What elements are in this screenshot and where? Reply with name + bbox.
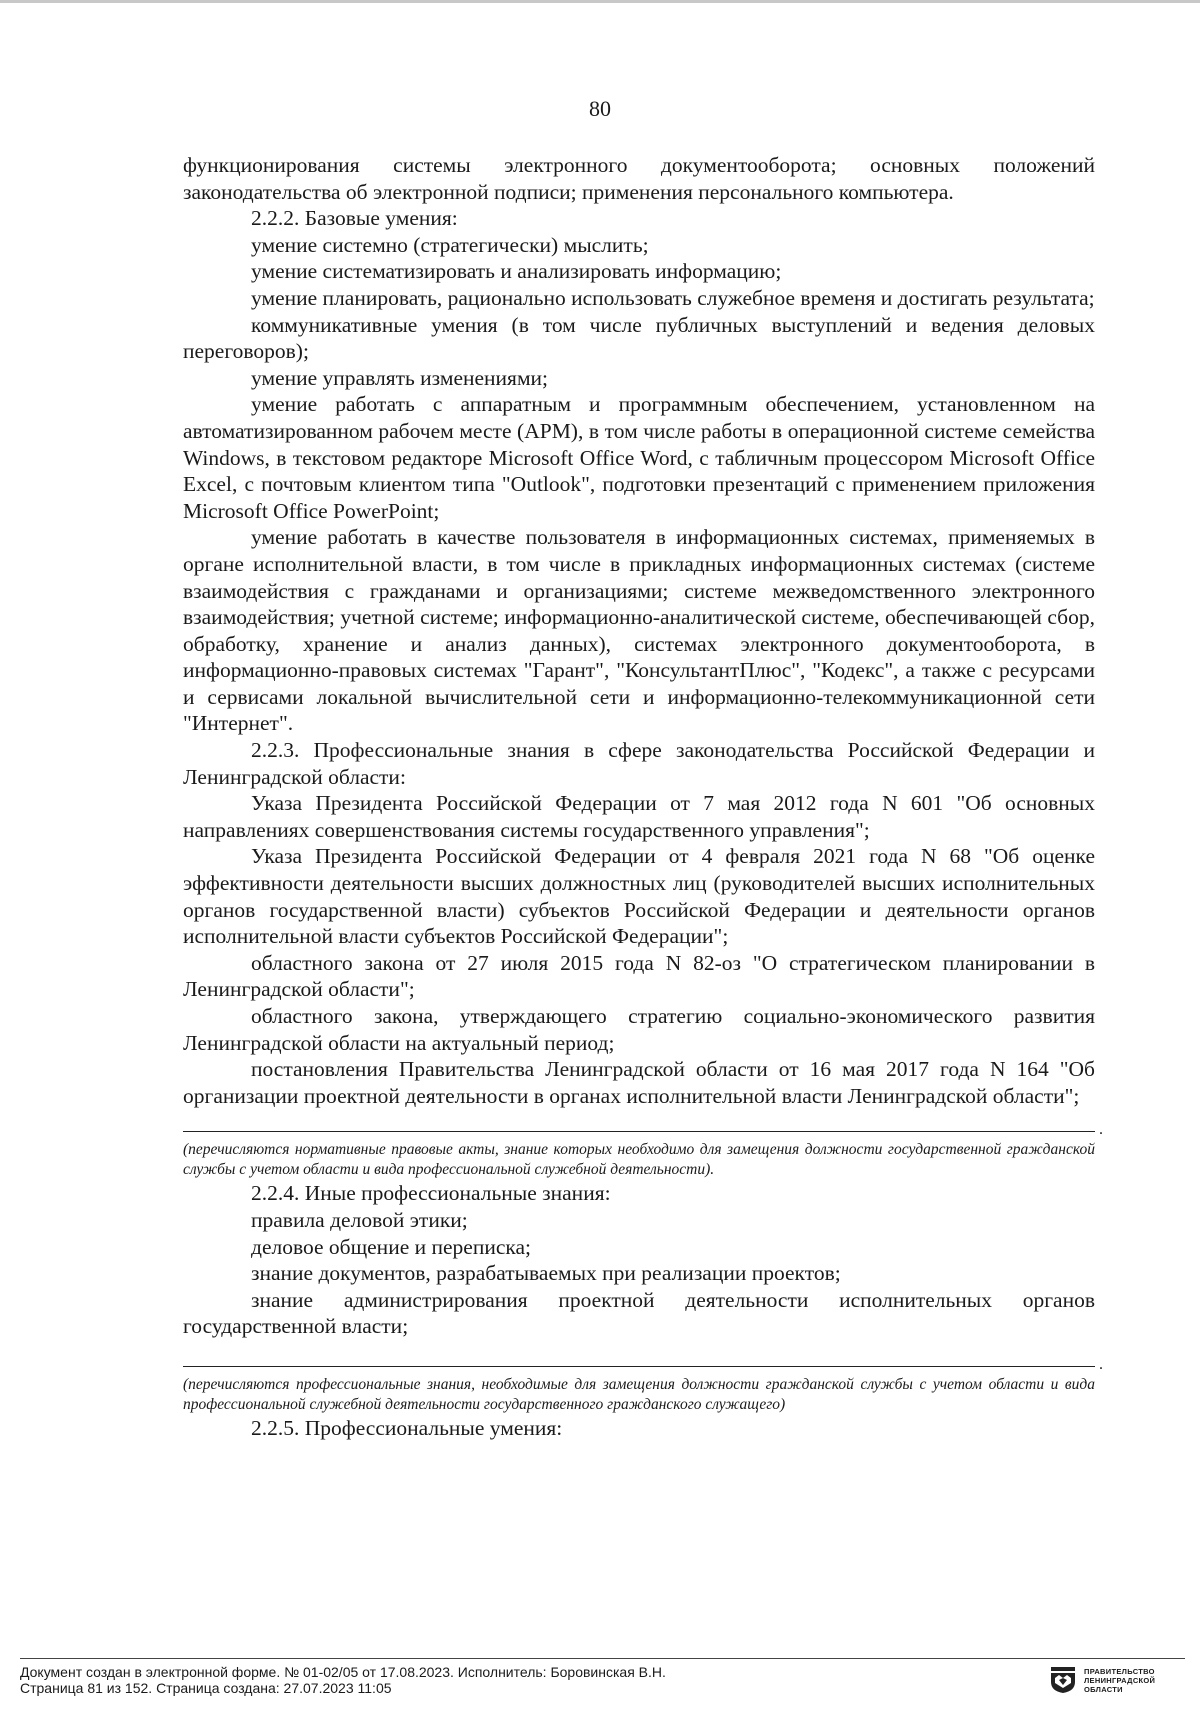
coat-of-arms-icon — [1050, 1666, 1076, 1694]
paragraph: Указа Президента Российской Федерации от 4 февраля 2021 года N 68 "Об оценке эффективности деятельности высших должностных лиц (руководителей высших исполнительных органов государственной власти) субъектов Российской Федерации и деятельности органов исполнительной власти субъектов Российской Федерации"; — [183, 844, 1095, 949]
top-edge — [0, 0, 1200, 3]
footer-divider — [20, 1658, 1185, 1659]
paragraph: 2.2.2. Базовые умения: — [251, 206, 458, 231]
paragraph: областного закона, утверждающего стратегию социально-экономического развития Ленинградской области на актуальный период; — [183, 1004, 1095, 1055]
paragraph: знание администрирования проектной деятельности исполнительных органов государственной власти; — [183, 1287, 1095, 1339]
paragraph: умение работать с аппаратным и программным обеспечением, установленном на автоматизированном рабочем месте (АРМ), в том числе работы в операционной системе семейства Windows, в текстовом редакторе Microsoft Office Word, с табличным процессором Microsoft Office Excel, с почтовым клиентом типа "Outlook", подготовки презентаций с применением приложения Microsoft Office PowerPoint; — [183, 392, 1095, 523]
logo-text-line: ОБЛАСТИ — [1084, 1685, 1123, 1694]
paragraphs-section-1 — [183, 152, 1095, 1109]
logo-text-line: ПРАВИТЕЛЬСТВО — [1084, 1667, 1155, 1676]
paragraph: умение планировать, рационально использовать служебное временя и достигать результата; — [251, 285, 1095, 310]
document-body — [183, 152, 1103, 1442]
paragraph: правила деловой этики; — [251, 1207, 468, 1232]
footnote: (перечисляются профессиональные знания, необходимые для замещения должности гражданской службы с учетом области и вида профессиональной служебной деятельности государственного гражданского служащего) — [183, 1375, 1095, 1413]
paragraph: умение системно (стратегически) мыслить; — [251, 232, 649, 257]
footer-text — [20, 1664, 666, 1696]
footnote: (перечисляются нормативные правовые акты, знание которых необходимо для замещения должности государственной гражданской службы с учетом области и вида профессиональной служебной деятельности). — [183, 1141, 1095, 1179]
paragraphs-section-2 — [183, 1180, 1095, 1340]
paragraph: функционирования системы электронного документооборота; основных положений законодательства об электронной подписи; применения персонального компьютера. — [183, 153, 1095, 204]
footer-line-2: Страница 81 из 152. Страница создана: 27.07.2023 11:05 — [20, 1680, 392, 1696]
paragraph: умение систематизировать и анализировать информацию; — [251, 259, 782, 284]
footer-line-1: Документ создан в электронной форме. № 01-02/05 от 17.08.2023. Исполнитель: Боровинская В.Н. — [20, 1664, 666, 1680]
logo-text — [1084, 1667, 1155, 1694]
paragraph: знание документов, разрабатываемых при реализации проектов; — [251, 1261, 841, 1286]
paragraph: Указа Президента Российской Федерации от 7 мая 2012 года N 601 "Об основных направлениях совершенствования системы государственного управления"; — [183, 791, 1095, 842]
paragraph: 2.2.4. Иные профессиональные знания: — [251, 1181, 611, 1206]
paragraph: постановления Правительства Ленинградской области от 16 мая 2017 года N 164 "Об организации проектной деятельности в органах исполнительной власти Ленинградской области"; — [183, 1057, 1095, 1108]
government-logo — [1050, 1666, 1180, 1696]
paragraph: областного закона от 27 июля 2015 года N 82-оз "О стратегическом планировании в Ленинградской области"; — [183, 950, 1095, 1002]
fill-in-line: . — [183, 1366, 1095, 1367]
document-footer — [20, 1658, 1170, 1698]
logo-text-line: ЛЕНИНГРАДСКОЙ — [1084, 1676, 1156, 1685]
paragraph: 2.2.5. Профессиональные умения: — [251, 1415, 563, 1440]
paragraph: 2.2.3. Профессиональные знания в сфере законодательства Российской Федерации и Ленинградской области: — [183, 738, 1095, 789]
paragraph: деловое общение и переписка; — [251, 1234, 532, 1259]
paragraph: коммуникативные умения (в том числе публичных выступлений и ведения деловых переговоров); — [183, 312, 1095, 364]
paragraph: умение работать в качестве пользователя в информационных системах, применяемых в органе исполнительной власти, в том числе в прикладных информационных системах (системе взаимодействия с гражданами и организациями; системе межведомственного электронного взаимодействия; учетной системе; информационно-аналитической системе, обеспечивающей сбор, обработку, хранение и анализ данных), системах электронного документооборота, в информационно-правовых системах "Гарант", "КонсультантПлюс", "Кодекс", а также с ресурсами и сервисами локальной вычислительной сети и информационно-телекоммуникационной сети "Интернет". — [183, 525, 1095, 736]
paragraph: умение управлять изменениями; — [251, 365, 549, 390]
fill-in-line: . — [183, 1131, 1095, 1132]
page-number: 80 — [589, 96, 611, 121]
